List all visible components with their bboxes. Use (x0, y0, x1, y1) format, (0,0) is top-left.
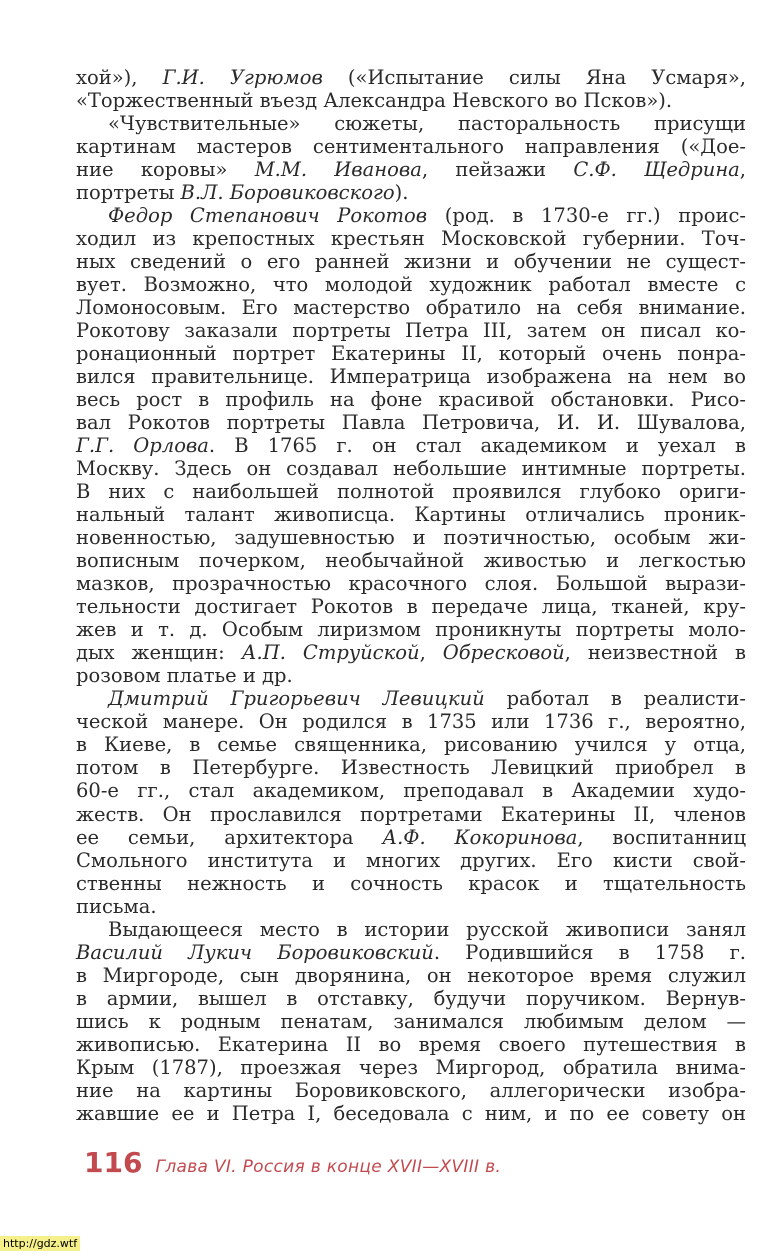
text-run: ). (394, 181, 409, 205)
text-line (76, 826, 746, 849)
text-line (76, 641, 746, 664)
text-line (76, 803, 746, 826)
text-run: жеств. Он прославился портретами Екатерины II, членов (76, 802, 746, 826)
text-run: . В 1765 г. он стал академиком и уехал в (208, 434, 746, 458)
text-run: Москву. Здесь он создавал небольшие интимные портреты. (76, 457, 746, 481)
italic-name: А.П. Струйской (241, 641, 420, 665)
text-run: Рокотову заказали портреты Петра III, затем он писал ко- (76, 319, 746, 343)
text-run: дых женщин: (76, 641, 242, 665)
text-run: тельности достигает Рокотов в передаче лица, тканей, кру- (76, 595, 746, 619)
text-line (76, 388, 746, 411)
text-line (76, 1102, 746, 1125)
text-line (76, 687, 746, 710)
text-run: ходил из крепостных крестьян Московской губернии. Точ- (76, 227, 746, 251)
text-line (76, 756, 746, 779)
text-line (76, 733, 746, 756)
page-number: 116 (84, 1146, 143, 1179)
text-line (76, 250, 746, 273)
text-line (76, 273, 746, 296)
text-run: вал Рокотов портреты Павла Петровича, И. И. Шувалова, (76, 411, 746, 435)
text-line (76, 849, 746, 872)
running-head: Глава VI. Россия в конце XVII—XVIII в. (155, 1157, 502, 1177)
text-run: (род. в 1730-е гг.) проис- (427, 204, 746, 228)
text-run: в Киеве, в семье священника, рисованию учился у отца, (76, 733, 746, 757)
text-run: жавшие ее и Петра I, беседовала с ним, и по ее совету он (76, 1101, 746, 1125)
text-run: , пейзажи (421, 158, 574, 182)
text-run: в армии, вышел в отставку, будучи поручиком. Вернув- (76, 986, 746, 1010)
italic-name: В.Л. Боровиковского (180, 181, 395, 205)
text-line (76, 296, 746, 319)
text-line (76, 987, 746, 1010)
text-line (76, 1033, 746, 1056)
text-run: Крым (1787), проезжая через Миргород, обратила внима- (76, 1055, 746, 1079)
italic-name: Василий Лукич Боровиковский (76, 940, 434, 964)
text-line (76, 204, 746, 227)
text-line (76, 135, 746, 158)
text-line (76, 457, 746, 480)
text-line (76, 779, 746, 802)
italic-name: Федор Степанович Рокотов (108, 204, 428, 228)
text-run: вописным почерком, необычайной живостью и легкостью (76, 549, 746, 573)
text-run: новенностью, задушевностью и поэтичностью, особым жи- (76, 526, 746, 550)
text-line (76, 549, 746, 572)
italic-name: Г.Г. Орлова (76, 434, 209, 458)
text-run: , (739, 158, 746, 182)
italic-name: С.Ф. Щедрина (573, 158, 740, 182)
text-run: 60-е гг., стал академиком, преподавал в Академии худо- (76, 779, 746, 803)
text-line (76, 1056, 746, 1079)
text-run: Выдающееся место в истории русской живописи занял (108, 917, 746, 941)
text-run: мазков, прозрачностью красочного слоя. Большой вырази- (76, 572, 746, 596)
text-line (76, 941, 746, 964)
text-line (76, 411, 746, 434)
text-run: в Миргороде, сын дворянина, он некоторое время служил (76, 963, 746, 987)
text-line (76, 572, 746, 595)
text-run: вует. Возможно, что молодой художник работал вместе с (76, 273, 746, 297)
text-run: , (419, 641, 443, 665)
text-run: жев и т. д. Особым лиризмом проникнуты портреты моло- (76, 618, 746, 642)
text-line (76, 664, 746, 687)
text-run: «Торжественный въезд Александра Невского во Псков»). (76, 89, 673, 113)
text-run: ственны нежность и сочность красок и тщательность (76, 871, 746, 895)
text-run: работал в реалисти- (484, 687, 746, 711)
text-line (76, 319, 746, 342)
italic-name: Дмитрий Григорьевич Левицкий (108, 687, 485, 711)
text-line (76, 526, 746, 549)
text-run: В них с наибольшей полнотой проявился глубоко ориги- (76, 480, 746, 504)
text-line (76, 227, 746, 250)
text-run: розовом платье и др. (76, 664, 293, 688)
text-run: Ломоносовым. Его мастерство обратило на себя внимание. (76, 296, 746, 320)
text-run: письма. (76, 894, 157, 918)
text-run: («Испытание силы Яна Усмаря», (322, 66, 747, 89)
text-run: ние на картины Боровиковского, аллегорически изобра- (76, 1078, 746, 1102)
text-line (76, 158, 746, 181)
text-line (76, 434, 746, 457)
text-run: ческой манере. Он родился в 1735 или 1736 г., вероятно, (76, 710, 746, 734)
text-line (76, 66, 746, 89)
text-run: ее семьи, архитектора (76, 825, 383, 849)
text-run: , воспитанниц (577, 825, 747, 849)
text-run: потом в Петербурге. Известность Левицкий приобрел в (76, 756, 746, 780)
body-text (76, 66, 746, 1125)
text-run: шись к родным пенатам, занимался любимым делом — (76, 1009, 746, 1033)
text-run: «Чувствительные» сюжеты, пасторальность присущи (108, 112, 746, 136)
text-line (76, 872, 746, 895)
page-footer (84, 1146, 501, 1179)
text-line (76, 710, 746, 733)
text-line (76, 918, 746, 941)
italic-name: Г.И. Угрюмов (162, 66, 323, 89)
text-run: нальный талант живописца. Картины отличались проник- (76, 503, 746, 527)
text-run: ронационный портрет Екатерины II, который очень понра- (76, 342, 746, 366)
text-run: ние коровы» (76, 158, 255, 182)
text-run: картинам мастеров сентиментального направления («Дое- (76, 135, 746, 159)
text-line (76, 89, 746, 112)
italic-name: А.Ф. Кокоринова (382, 825, 578, 849)
italic-name: М.М. Иванова (254, 158, 422, 182)
text-run: , неизвестной в (564, 641, 746, 665)
text-line (76, 342, 746, 365)
italic-name: Обресковой (442, 641, 565, 665)
text-line (76, 1079, 746, 1102)
watermark-link[interactable]: http://gdz.wtf (0, 1236, 80, 1251)
text-run: живописью. Екатерина II во время своего путешествия в (76, 1032, 746, 1056)
text-run: вился правительнице. Императрица изображена на нем во (76, 365, 746, 389)
text-line (76, 595, 746, 618)
text-run: портреты (76, 181, 181, 205)
text-run: Смольного института и многих других. Его кисти свой- (76, 848, 746, 872)
text-line (76, 964, 746, 987)
text-run: весь рост в профиль на фоне красивой обстановки. Рисо- (76, 388, 746, 412)
text-line (76, 895, 746, 918)
text-line (76, 1010, 746, 1033)
text-line (76, 112, 746, 135)
text-line (76, 503, 746, 526)
text-line (76, 480, 746, 503)
text-line (76, 365, 746, 388)
text-line (76, 618, 746, 641)
text-run: . Родившийся в 1758 г. (433, 940, 747, 964)
text-run: хой»), (76, 66, 163, 89)
text-line (76, 181, 746, 204)
text-run: ных сведений о его ранней жизни и обучении не сущест- (76, 250, 746, 274)
